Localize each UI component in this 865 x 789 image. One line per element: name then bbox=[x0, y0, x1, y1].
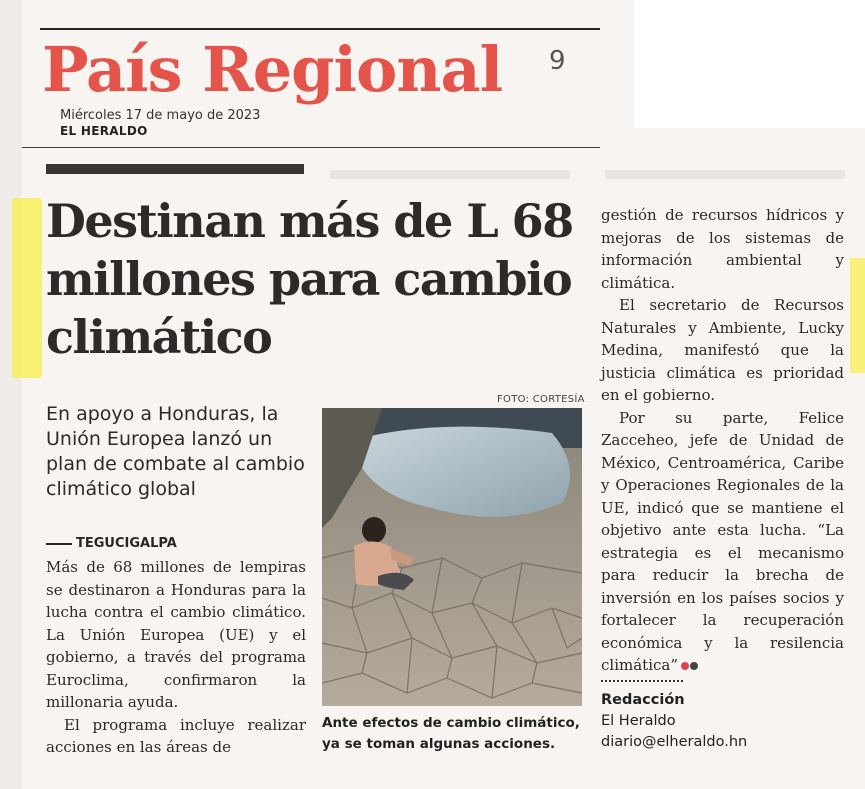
byline-divider bbox=[601, 680, 683, 682]
photo-caption: Ante efectos de cambio climático, ya se toman algunas acciones. bbox=[322, 715, 580, 752]
headline: Destinan más de L 68 millones para cambio climático bbox=[46, 194, 573, 364]
paragraph-text: Por su parte, Felice Zacceheo, jefe de Unidad de México, Centroamérica, Caribe y Operaciones Regionales de la UE, indicó que se mantiene el objetivo ante esta lucha. “La estrategia es el mecanismo para reducir la brecha de inversión en los países socios y fortalecer la recuperación económica y la resilencia climática” bbox=[601, 408, 844, 674]
bleed-through-line bbox=[330, 170, 570, 179]
header-rule bbox=[22, 147, 600, 148]
paragraph: El secretario de Recursos Naturales y Ambiente, Lucky Medina, manifestó que la justicia climática es prioridad en el gobierno. bbox=[601, 296, 844, 404]
drought-photo bbox=[322, 408, 582, 706]
byline-author: Redacción bbox=[601, 692, 685, 708]
dateline: TEGUCIGALPA bbox=[46, 536, 177, 551]
highlighter-mark bbox=[12, 198, 42, 378]
byline-email: diario@elheraldo.hn bbox=[601, 734, 748, 750]
newspaper-name: EL HERALDO bbox=[60, 124, 148, 138]
article-column-3 bbox=[601, 204, 844, 677]
photo-illustration bbox=[322, 408, 582, 706]
section-title: País Regional bbox=[42, 33, 503, 106]
photo-credit: FOTO: CORTESÍA bbox=[497, 394, 585, 405]
page-number: 9 bbox=[549, 46, 566, 76]
paragraph: gestión de recursos hídricos y mejoras de los sistemas de información ambiental y climática. bbox=[601, 206, 844, 292]
scan-left-edge bbox=[0, 0, 22, 789]
top-rule bbox=[40, 28, 600, 30]
end-mark-red-dot-icon bbox=[681, 662, 689, 670]
issue-date: Miércoles 17 de mayo de 2023 bbox=[60, 108, 261, 123]
article-column-1 bbox=[46, 556, 306, 759]
paragraph: El programa incluye realizar acciones en las áreas de bbox=[46, 715, 306, 756]
paragraph: Más de 68 millones de lempiras se destinaron a Honduras para la lucha contra el cambio climático. La Unión Europea (UE) y el gobierno, a través del programa Euroclima, confirmaron la millonaria ayuda. bbox=[46, 558, 306, 711]
closing-paragraph bbox=[601, 407, 844, 677]
byline bbox=[601, 690, 747, 753]
byline-outlet: El Heraldo bbox=[601, 713, 676, 729]
headline-accent-bar bbox=[46, 164, 304, 174]
bleed-through-line bbox=[605, 170, 845, 179]
highlighter-mark bbox=[850, 258, 865, 373]
scan-margin bbox=[634, 0, 865, 128]
end-mark-dark-dot-icon bbox=[690, 662, 698, 670]
subheadline: En apoyo a Honduras, la Unión Europea lanzó un plan de combate al cambio climático global bbox=[46, 403, 305, 500]
